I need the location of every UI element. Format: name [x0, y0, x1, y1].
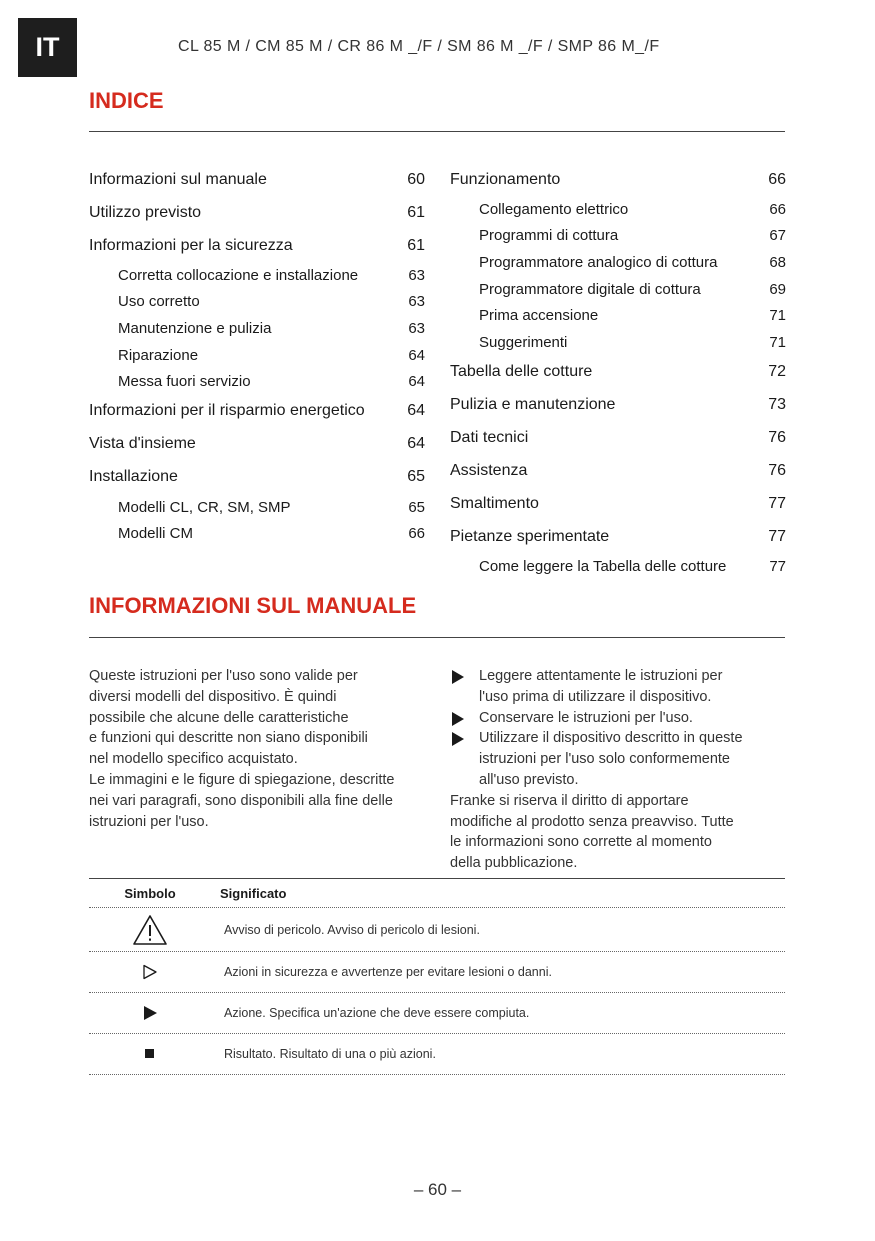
toc-entry-page: 76 — [768, 429, 786, 447]
toc-entry[interactable] — [89, 342, 425, 369]
model-list: CL 85 M / CM 85 M / CR 86 M _/F / SM 86 M _/F / SMP 86 M_/F — [178, 38, 660, 55]
toc-entry[interactable] — [89, 315, 425, 342]
toc-entry-page: 64 — [407, 402, 425, 420]
toc-entry[interactable] — [450, 249, 786, 276]
toc-entry-label: Smaltimento — [450, 495, 539, 513]
toc-entry-page: 67 — [769, 227, 786, 245]
paragraph-line: nei vari paragrafi, sono disponibili alla fine delle — [89, 792, 393, 809]
toc-entry-page: 77 — [768, 528, 786, 546]
toc-entry[interactable] — [89, 229, 425, 262]
toc-entry-label: Pietanze sperimentate — [450, 528, 610, 546]
toc-entry-page: 71 — [769, 333, 786, 351]
toc-entry[interactable] — [89, 163, 425, 196]
toc-entry[interactable] — [450, 196, 786, 223]
toc-entry[interactable] — [89, 494, 425, 521]
toc-entry-page: 66 — [769, 200, 786, 218]
paragraph-line: della pubblicazione. — [450, 855, 578, 872]
toc-entry-label: Pulizia e manutenzione — [450, 396, 616, 414]
toc-entry[interactable] — [450, 302, 786, 329]
action-triangle-icon — [452, 732, 464, 746]
paragraph-line: diversi modelli del dispositivo. È quindi — [89, 688, 337, 705]
bullet-line: Utilizzare il dispositivo descritto in queste — [479, 730, 743, 747]
toc-entry-page: 63 — [408, 293, 425, 311]
toc-entry-page: 68 — [769, 253, 786, 271]
toc-entry[interactable] — [450, 554, 786, 581]
toc-rule — [89, 131, 785, 132]
toc-entry-page: 63 — [408, 266, 425, 284]
toc-entry-page: 60 — [407, 170, 425, 188]
toc-entry-page: 63 — [408, 319, 425, 337]
filled-square-icon — [144, 1048, 156, 1060]
paragraph-line: le informazioni sono corrette al momento — [450, 834, 712, 851]
toc-entry-label: Dati tecnici — [450, 429, 529, 447]
toc-entry-label: Suggerimenti — [479, 333, 568, 351]
toc-entry-page: 76 — [768, 462, 786, 480]
bullet-line: all'uso previsto. — [479, 771, 579, 788]
toc-left-column — [89, 163, 425, 547]
symbol-row — [89, 993, 785, 1034]
toc-entry-page: 66 — [768, 170, 786, 188]
toc-entry[interactable] — [89, 461, 425, 494]
toc-entry[interactable] — [450, 389, 786, 422]
toc-entry-label: Programmi di cottura — [479, 227, 619, 245]
manual-info-rule — [89, 637, 785, 638]
page-number: – 60 – — [413, 1180, 462, 1199]
paragraph-line: nel modello specifico acquistato. — [89, 751, 298, 768]
toc-entry-label: Come leggere la Tabella delle cotture — [479, 558, 727, 576]
paragraph-line: Le immagini e le figure di spiegazione, descritte — [89, 771, 395, 788]
action-bullet — [450, 708, 786, 729]
toc-entry-page: 64 — [408, 373, 425, 391]
toc-right-column — [450, 163, 786, 580]
toc-entry-page: 71 — [769, 307, 786, 325]
warning-triangle-icon — [132, 914, 168, 946]
toc-entry[interactable] — [89, 368, 425, 395]
toc-entry-label: Manutenzione e pulizia — [118, 319, 272, 337]
paragraph-line: e funzioni qui descritte non siano disponibili — [89, 730, 368, 747]
paragraph-line: Queste istruzioni per l'uso sono valide per — [89, 668, 358, 684]
paragraph-line: possibile che alcune delle caratteristiche — [89, 709, 349, 726]
toc-entry[interactable] — [89, 262, 425, 289]
toc-entry-page: 77 — [769, 558, 786, 576]
symbol-table-header — [89, 878, 785, 908]
toc-entry-label: Installazione — [89, 468, 178, 486]
toc-entry-label: Funzionamento — [450, 170, 561, 188]
bullet-line: Leggere attentamente le istruzioni per — [479, 668, 723, 684]
toc-entry[interactable] — [450, 488, 786, 521]
toc-entry-page: 64 — [407, 435, 425, 453]
toc-entry[interactable] — [89, 428, 425, 461]
toc-entry-label: Informazioni sul manuale — [89, 170, 267, 188]
toc-entry-label: Programmatore analogico di cottura — [479, 253, 718, 271]
action-bullet — [450, 728, 786, 790]
toc-entry-label: Modelli CM — [118, 525, 194, 543]
toc-entry-page: 73 — [768, 396, 786, 414]
bullet-line: istruzioni per l'uso solo conformemente — [479, 751, 730, 768]
toc-entry-page: 69 — [769, 280, 786, 298]
toc-entry-label: Collegamento elettrico — [479, 200, 629, 218]
toc-entry[interactable] — [450, 422, 786, 455]
outline-triangle-icon — [142, 964, 158, 980]
symbol-column-header: Simbolo — [124, 885, 176, 901]
toc-entry-page: 61 — [407, 203, 425, 221]
toc-entry-label: Vista d'insieme — [89, 435, 196, 453]
toc-entry-label: Corretta collocazione e installazione — [118, 266, 359, 284]
bullet-line: Conservare le istruzioni per l'uso. — [479, 709, 693, 726]
toc-entry-page: 65 — [408, 498, 425, 516]
filled-triangle-icon — [142, 1005, 158, 1021]
toc-entry-page: 77 — [768, 495, 786, 513]
toc-entry[interactable] — [89, 521, 425, 548]
toc-entry-label: Informazioni per la sicurezza — [89, 236, 293, 254]
symbol-meaning: Risultato. Risultato di una o più azioni. — [224, 1047, 436, 1061]
toc-entry-label: Assistenza — [450, 462, 528, 480]
bullet-line: l'uso prima di utilizzare il dispositivo. — [479, 688, 712, 705]
symbol-row — [89, 908, 785, 952]
toc-entry-label: Informazioni per il risparmio energetico — [89, 402, 365, 420]
toc-entry-page: 61 — [407, 236, 425, 254]
toc-entry-label: Programmatore digitale di cottura — [479, 280, 701, 298]
paragraph-line: Franke si riserva il diritto di apportare — [450, 792, 689, 809]
symbol-row — [89, 952, 785, 993]
toc-entry[interactable] — [450, 163, 786, 196]
toc-entry-label: Prima accensione — [479, 307, 599, 325]
toc-title: INDICE — [89, 88, 164, 113]
toc-entry[interactable] — [450, 276, 786, 303]
symbol-meaning: Azione. Specifica un'azione che deve essere compiuta. — [224, 1006, 530, 1020]
toc-entry[interactable] — [450, 329, 786, 356]
action-bullet — [450, 666, 786, 708]
toc-entry-page: 66 — [408, 525, 425, 543]
symbol-meaning: Avviso di pericolo. Avviso di pericolo di lesioni. — [224, 922, 480, 937]
manual-info-title: INFORMAZIONI SUL MANUALE — [89, 593, 417, 618]
toc-entry-label: Tabella delle cotture — [450, 363, 593, 381]
paragraph-line: istruzioni per l'uso. — [89, 813, 209, 830]
manual-info-left-text — [89, 666, 429, 832]
toc-entry-label: Uso corretto — [118, 293, 200, 311]
toc-entry-label: Modelli CL, CR, SM, SMP — [118, 498, 291, 516]
toc-entry-page: 72 — [768, 363, 786, 381]
toc-entry-page: 64 — [408, 346, 425, 364]
meaning-column-header: Significato — [220, 885, 287, 901]
toc-entry[interactable] — [450, 356, 786, 389]
action-triangle-icon — [452, 712, 464, 726]
toc-entry-label: Messa fuori servizio — [118, 373, 251, 391]
toc-entry[interactable] — [89, 289, 425, 316]
symbol-meaning: Azioni in sicurezza e avvertenze per evitare lesioni o danni. — [224, 965, 552, 979]
toc-entry-label: Utilizzo previsto — [89, 203, 202, 221]
language-tab: IT — [18, 18, 77, 77]
action-triangle-icon — [452, 670, 464, 684]
toc-entry-label: Riparazione — [118, 346, 199, 364]
toc-entry[interactable] — [450, 223, 786, 250]
toc-entry[interactable] — [89, 196, 425, 229]
toc-entry-page: 65 — [407, 468, 425, 486]
manual-info-bullets — [450, 666, 786, 874]
paragraph-line: modifiche al prodotto senza preavviso. Tutte — [450, 813, 734, 830]
toc-entry[interactable] — [450, 455, 786, 488]
symbol-table — [89, 878, 785, 1075]
symbol-row — [89, 1034, 785, 1075]
toc-entry[interactable] — [450, 521, 786, 554]
toc-entry[interactable] — [89, 395, 425, 428]
